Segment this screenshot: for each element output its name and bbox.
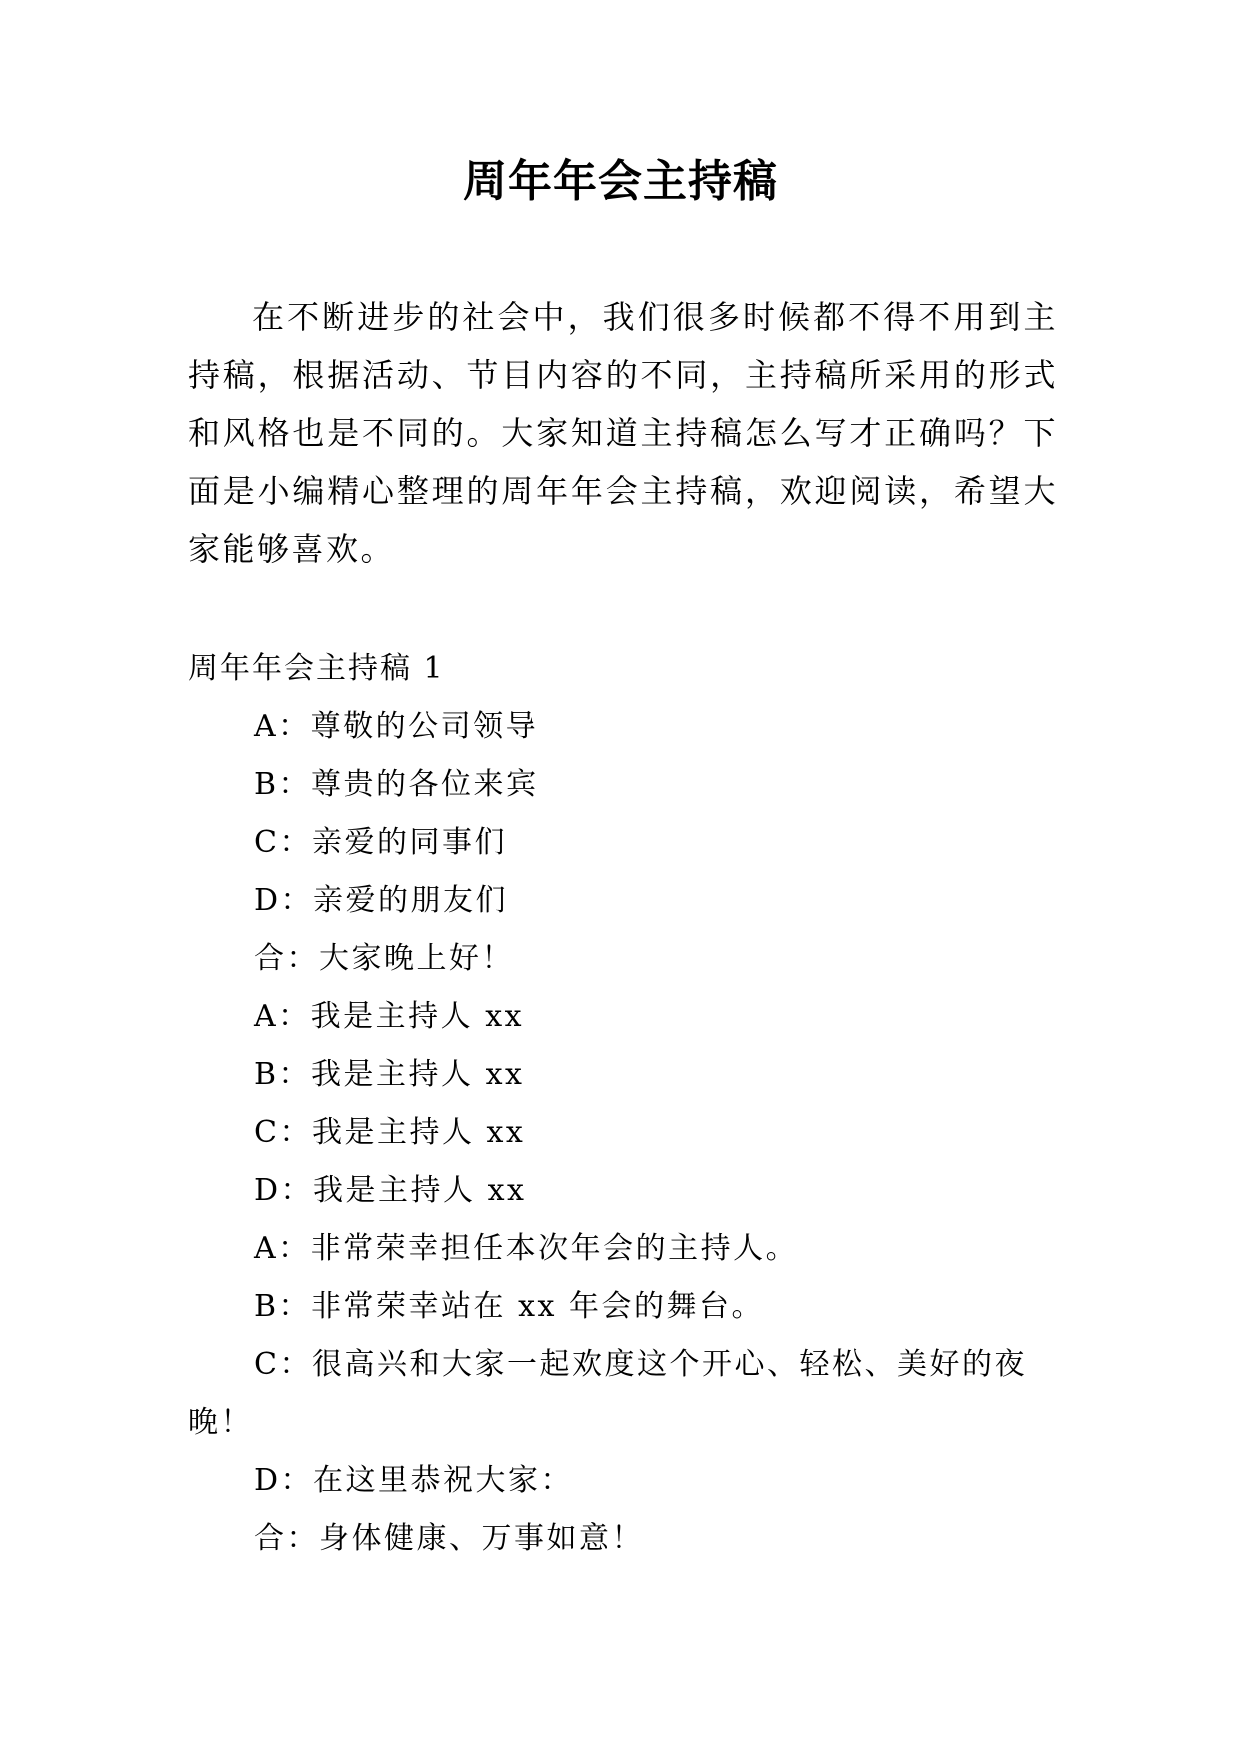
script-line: 合：身体健康、万事如意！ xyxy=(254,1521,644,1556)
script-line: B：非常荣幸站在 xx 年会的舞台。 xyxy=(254,1289,764,1324)
script-line: C：我是主持人 xx xyxy=(254,1115,526,1150)
script-line: D：在这里恭祝大家： xyxy=(254,1463,574,1498)
script-line: A：非常荣幸担任本次年会的主持人。 xyxy=(254,1231,799,1266)
script-line: C：很高兴和大家一起欢度这个开心、轻松、美好的夜晚！ xyxy=(188,1347,1027,1440)
script-line: C：亲爱的同事们 xyxy=(254,825,507,860)
script-lines xyxy=(188,698,1058,1568)
script-line: B：尊贵的各位来宾 xyxy=(254,767,539,802)
script-line: D：亲爱的朋友们 xyxy=(254,883,509,918)
script-line: 合：大家晚上好！ xyxy=(254,941,514,976)
intro-paragraph: 在不断进步的社会中，我们很多时候都不得不用到主持稿，根据活动、节目内容的不同，主持稿所采用的形式和风格也是不同的。大家知道主持稿怎么写才正确吗？下面是小编精心整理的周年年会主持稿，欢迎阅读，希望大家能够喜欢。 xyxy=(188,298,1058,568)
script-line: A：我是主持人 xx xyxy=(254,999,525,1034)
script-line: B：我是主持人 xx xyxy=(254,1057,525,1092)
section-heading: 周年年会主持稿 1 xyxy=(188,651,445,686)
document-title: 周年年会主持稿 xyxy=(463,156,778,207)
script-line: A：尊敬的公司领导 xyxy=(254,709,539,744)
script-line: D：我是主持人 xx xyxy=(254,1173,527,1208)
